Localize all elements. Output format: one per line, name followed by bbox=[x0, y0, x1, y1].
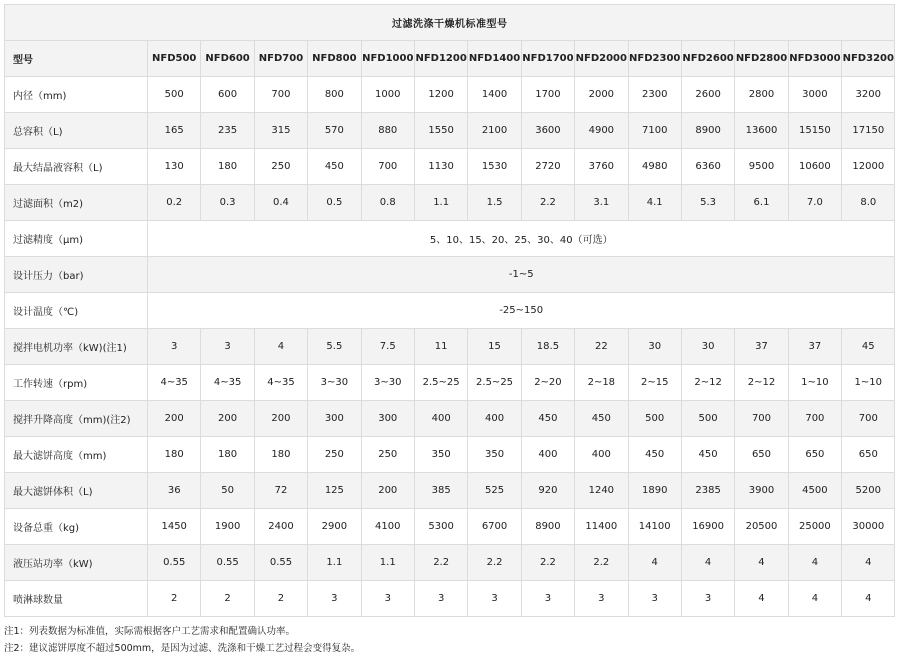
value-cell: 3 bbox=[521, 581, 574, 617]
value-cell: 2720 bbox=[521, 149, 574, 185]
value-cell: 180 bbox=[201, 437, 254, 473]
row-label: 最大滤饼体积（L) bbox=[5, 473, 148, 509]
value-cell: 5.3 bbox=[681, 185, 734, 221]
row-label: 工作转速（rpm) bbox=[5, 365, 148, 401]
table-row bbox=[5, 113, 895, 149]
value-cell: 525 bbox=[468, 473, 521, 509]
value-cell: 700 bbox=[842, 401, 895, 437]
value-cell: 15 bbox=[468, 329, 521, 365]
table-row bbox=[5, 329, 895, 365]
value-cell: 2900 bbox=[308, 509, 361, 545]
value-cell: 4 bbox=[681, 545, 734, 581]
value-cell: 2~20 bbox=[521, 365, 574, 401]
value-cell: 3 bbox=[628, 581, 681, 617]
value-cell: 350 bbox=[414, 437, 467, 473]
value-cell: 200 bbox=[254, 401, 307, 437]
row-label: 液压站功率（kW) bbox=[5, 545, 148, 581]
value-cell: 2.5~25 bbox=[468, 365, 521, 401]
value-cell: 200 bbox=[201, 401, 254, 437]
value-cell: 2300 bbox=[628, 77, 681, 113]
value-cell: 37 bbox=[735, 329, 788, 365]
value-cell: 3 bbox=[575, 581, 628, 617]
value-cell: 2400 bbox=[254, 509, 307, 545]
value-cell: 2~15 bbox=[628, 365, 681, 401]
value-cell: 700 bbox=[254, 77, 307, 113]
value-cell: 1.1 bbox=[361, 545, 414, 581]
value-cell: 0.55 bbox=[254, 545, 307, 581]
value-cell: 3200 bbox=[842, 77, 895, 113]
value-cell: 16900 bbox=[681, 509, 734, 545]
value-cell: 350 bbox=[468, 437, 521, 473]
row-label: 过滤精度（μm) bbox=[5, 221, 148, 257]
merged-value-cell: -25~150 bbox=[148, 293, 895, 329]
value-cell: 7.5 bbox=[361, 329, 414, 365]
value-cell: 6.1 bbox=[735, 185, 788, 221]
value-cell: 4 bbox=[254, 329, 307, 365]
table-row bbox=[5, 293, 895, 329]
value-cell: 400 bbox=[575, 437, 628, 473]
model-header-cell: NFD700 bbox=[254, 41, 307, 77]
value-cell: 4500 bbox=[788, 473, 841, 509]
value-cell: 3 bbox=[468, 581, 521, 617]
model-header-cell: NFD3000 bbox=[788, 41, 841, 77]
table-row bbox=[5, 545, 895, 581]
value-cell: 2~12 bbox=[681, 365, 734, 401]
row-label: 型号 bbox=[5, 41, 148, 77]
value-cell: 3~30 bbox=[308, 365, 361, 401]
table-body bbox=[5, 41, 895, 617]
row-label: 设计压力（bar) bbox=[5, 257, 148, 293]
value-cell: 1.1 bbox=[308, 545, 361, 581]
footnote-1: 注1：列表数据为标准值，实际需根据客户工艺需求和配置确认功率。 bbox=[4, 626, 296, 637]
model-header-cell: NFD2600 bbox=[681, 41, 734, 77]
value-cell: 920 bbox=[521, 473, 574, 509]
model-header-cell: NFD2300 bbox=[628, 41, 681, 77]
value-cell: 22 bbox=[575, 329, 628, 365]
value-cell: 4~35 bbox=[254, 365, 307, 401]
value-cell: 450 bbox=[521, 401, 574, 437]
value-cell: 450 bbox=[628, 437, 681, 473]
merged-value-cell: -1~5 bbox=[148, 257, 895, 293]
merged-value-cell: 5、10、15、20、25、30、40（可选） bbox=[148, 221, 895, 257]
value-cell: 500 bbox=[681, 401, 734, 437]
value-cell: 2~12 bbox=[735, 365, 788, 401]
value-cell: 570 bbox=[308, 113, 361, 149]
row-label: 设备总重（kg) bbox=[5, 509, 148, 545]
table-row bbox=[5, 401, 895, 437]
value-cell: 650 bbox=[788, 437, 841, 473]
value-cell: 1~10 bbox=[842, 365, 895, 401]
value-cell: 400 bbox=[521, 437, 574, 473]
model-header-cell: NFD800 bbox=[308, 41, 361, 77]
value-cell: 2800 bbox=[735, 77, 788, 113]
value-cell: 3760 bbox=[575, 149, 628, 185]
value-cell: 200 bbox=[148, 401, 201, 437]
value-cell: 125 bbox=[308, 473, 361, 509]
value-cell: 450 bbox=[681, 437, 734, 473]
value-cell: 18.5 bbox=[521, 329, 574, 365]
value-cell: 3600 bbox=[521, 113, 574, 149]
spec-table bbox=[4, 4, 895, 617]
value-cell: 6360 bbox=[681, 149, 734, 185]
value-cell: 300 bbox=[361, 401, 414, 437]
row-label: 搅拌电机功率（kW)(注1) bbox=[5, 329, 148, 365]
value-cell: 8900 bbox=[521, 509, 574, 545]
value-cell: 3 bbox=[148, 329, 201, 365]
value-cell: 4 bbox=[735, 545, 788, 581]
row-label: 过滤面积（m2) bbox=[5, 185, 148, 221]
value-cell: 5200 bbox=[842, 473, 895, 509]
row-label: 搅拌升降高度（mm)(注2) bbox=[5, 401, 148, 437]
value-cell: 2385 bbox=[681, 473, 734, 509]
model-header-cell: NFD1700 bbox=[521, 41, 574, 77]
table-row bbox=[5, 437, 895, 473]
value-cell: 400 bbox=[414, 401, 467, 437]
value-cell: 0.4 bbox=[254, 185, 307, 221]
value-cell: 72 bbox=[254, 473, 307, 509]
value-cell: 700 bbox=[788, 401, 841, 437]
value-cell: 650 bbox=[735, 437, 788, 473]
value-cell: 0.55 bbox=[201, 545, 254, 581]
value-cell: 8.0 bbox=[842, 185, 895, 221]
value-cell: 36 bbox=[148, 473, 201, 509]
value-cell: 3 bbox=[308, 581, 361, 617]
model-header-cell: NFD1200 bbox=[414, 41, 467, 77]
value-cell: 1700 bbox=[521, 77, 574, 113]
value-cell: 2.5~25 bbox=[414, 365, 467, 401]
value-cell: 200 bbox=[361, 473, 414, 509]
value-cell: 400 bbox=[468, 401, 521, 437]
value-cell: 700 bbox=[361, 149, 414, 185]
value-cell: 180 bbox=[254, 437, 307, 473]
value-cell: 250 bbox=[361, 437, 414, 473]
value-cell: 2.2 bbox=[575, 545, 628, 581]
table-row bbox=[5, 77, 895, 113]
value-cell: 1~10 bbox=[788, 365, 841, 401]
value-cell: 30 bbox=[681, 329, 734, 365]
value-cell: 3 bbox=[361, 581, 414, 617]
value-cell: 2 bbox=[148, 581, 201, 617]
value-cell: 30000 bbox=[842, 509, 895, 545]
value-cell: 1000 bbox=[361, 77, 414, 113]
value-cell: 130 bbox=[148, 149, 201, 185]
model-header-cell: NFD2000 bbox=[575, 41, 628, 77]
value-cell: 4 bbox=[842, 581, 895, 617]
value-cell: 1240 bbox=[575, 473, 628, 509]
table-row bbox=[5, 473, 895, 509]
value-cell: 4~35 bbox=[148, 365, 201, 401]
value-cell: 4~35 bbox=[201, 365, 254, 401]
value-cell: 11 bbox=[414, 329, 467, 365]
value-cell: 385 bbox=[414, 473, 467, 509]
value-cell: 3 bbox=[414, 581, 467, 617]
value-cell: 4 bbox=[788, 545, 841, 581]
value-cell: 1900 bbox=[201, 509, 254, 545]
value-cell: 650 bbox=[842, 437, 895, 473]
value-cell: 1200 bbox=[414, 77, 467, 113]
value-cell: 1550 bbox=[414, 113, 467, 149]
value-cell: 0.3 bbox=[201, 185, 254, 221]
table-row bbox=[5, 41, 895, 77]
value-cell: 7.0 bbox=[788, 185, 841, 221]
value-cell: 180 bbox=[201, 149, 254, 185]
value-cell: 4.1 bbox=[628, 185, 681, 221]
value-cell: 800 bbox=[308, 77, 361, 113]
value-cell: 165 bbox=[148, 113, 201, 149]
value-cell: 9500 bbox=[735, 149, 788, 185]
value-cell: 30 bbox=[628, 329, 681, 365]
value-cell: 5.5 bbox=[308, 329, 361, 365]
value-cell: 14100 bbox=[628, 509, 681, 545]
value-cell: 4 bbox=[735, 581, 788, 617]
value-cell: 37 bbox=[788, 329, 841, 365]
value-cell: 2.2 bbox=[521, 545, 574, 581]
value-cell: 12000 bbox=[842, 149, 895, 185]
value-cell: 500 bbox=[628, 401, 681, 437]
value-cell: 2~18 bbox=[575, 365, 628, 401]
value-cell: 6700 bbox=[468, 509, 521, 545]
value-cell: 2600 bbox=[681, 77, 734, 113]
row-label: 最大滤饼高度（mm) bbox=[5, 437, 148, 473]
value-cell: 180 bbox=[148, 437, 201, 473]
value-cell: 1.5 bbox=[468, 185, 521, 221]
value-cell: 2000 bbox=[575, 77, 628, 113]
value-cell: 250 bbox=[308, 437, 361, 473]
model-header-cell: NFD500 bbox=[148, 41, 201, 77]
value-cell: 600 bbox=[201, 77, 254, 113]
value-cell: 11400 bbox=[575, 509, 628, 545]
value-cell: 0.8 bbox=[361, 185, 414, 221]
table-row bbox=[5, 581, 895, 617]
footnotes bbox=[4, 623, 895, 657]
value-cell: 0.55 bbox=[148, 545, 201, 581]
model-header-cell: NFD1000 bbox=[361, 41, 414, 77]
table-row bbox=[5, 509, 895, 545]
row-label: 最大结晶液容积（L) bbox=[5, 149, 148, 185]
value-cell: 450 bbox=[308, 149, 361, 185]
value-cell: 315 bbox=[254, 113, 307, 149]
value-cell: 10600 bbox=[788, 149, 841, 185]
spec-table-container bbox=[4, 4, 895, 657]
value-cell: 4100 bbox=[361, 509, 414, 545]
table-row bbox=[5, 257, 895, 293]
value-cell: 3.1 bbox=[575, 185, 628, 221]
value-cell: 2 bbox=[201, 581, 254, 617]
value-cell: 1530 bbox=[468, 149, 521, 185]
value-cell: 1130 bbox=[414, 149, 467, 185]
value-cell: 2.2 bbox=[468, 545, 521, 581]
value-cell: 2100 bbox=[468, 113, 521, 149]
value-cell: 3900 bbox=[735, 473, 788, 509]
value-cell: 3 bbox=[201, 329, 254, 365]
value-cell: 300 bbox=[308, 401, 361, 437]
table-row bbox=[5, 149, 895, 185]
table-title: 过滤洗涤干燥机标准型号 bbox=[5, 5, 895, 41]
value-cell: 4 bbox=[788, 581, 841, 617]
model-header-cell: NFD2800 bbox=[735, 41, 788, 77]
value-cell: 1400 bbox=[468, 77, 521, 113]
footnote-2: 注2：建议滤饼厚度不超过500mm，是因为过滤、洗涤和干燥工艺过程会变得复杂。 bbox=[4, 643, 361, 654]
row-label: 喷淋球数量 bbox=[5, 581, 148, 617]
value-cell: 2.2 bbox=[521, 185, 574, 221]
table-row bbox=[5, 185, 895, 221]
value-cell: 250 bbox=[254, 149, 307, 185]
value-cell: 0.5 bbox=[308, 185, 361, 221]
value-cell: 4980 bbox=[628, 149, 681, 185]
value-cell: 450 bbox=[575, 401, 628, 437]
value-cell: 5300 bbox=[414, 509, 467, 545]
table-row bbox=[5, 221, 895, 257]
model-header-cell: NFD600 bbox=[201, 41, 254, 77]
row-label: 内径（mm) bbox=[5, 77, 148, 113]
value-cell: 25000 bbox=[788, 509, 841, 545]
model-header-cell: NFD1400 bbox=[468, 41, 521, 77]
value-cell: 3 bbox=[681, 581, 734, 617]
value-cell: 20500 bbox=[735, 509, 788, 545]
value-cell: 3~30 bbox=[361, 365, 414, 401]
value-cell: 15150 bbox=[788, 113, 841, 149]
value-cell: 3000 bbox=[788, 77, 841, 113]
table-row bbox=[5, 365, 895, 401]
value-cell: 4 bbox=[628, 545, 681, 581]
model-header-cell: NFD3200 bbox=[842, 41, 895, 77]
value-cell: 4 bbox=[842, 545, 895, 581]
value-cell: 700 bbox=[735, 401, 788, 437]
value-cell: 500 bbox=[148, 77, 201, 113]
value-cell: 0.2 bbox=[148, 185, 201, 221]
value-cell: 50 bbox=[201, 473, 254, 509]
value-cell: 1450 bbox=[148, 509, 201, 545]
row-label: 总容积（L) bbox=[5, 113, 148, 149]
value-cell: 1890 bbox=[628, 473, 681, 509]
value-cell: 4900 bbox=[575, 113, 628, 149]
value-cell: 880 bbox=[361, 113, 414, 149]
value-cell: 8900 bbox=[681, 113, 734, 149]
value-cell: 17150 bbox=[842, 113, 895, 149]
row-label: 设计温度（℃) bbox=[5, 293, 148, 329]
value-cell: 2 bbox=[254, 581, 307, 617]
value-cell: 13600 bbox=[735, 113, 788, 149]
value-cell: 235 bbox=[201, 113, 254, 149]
value-cell: 7100 bbox=[628, 113, 681, 149]
value-cell: 45 bbox=[842, 329, 895, 365]
value-cell: 2.2 bbox=[414, 545, 467, 581]
value-cell: 1.1 bbox=[414, 185, 467, 221]
